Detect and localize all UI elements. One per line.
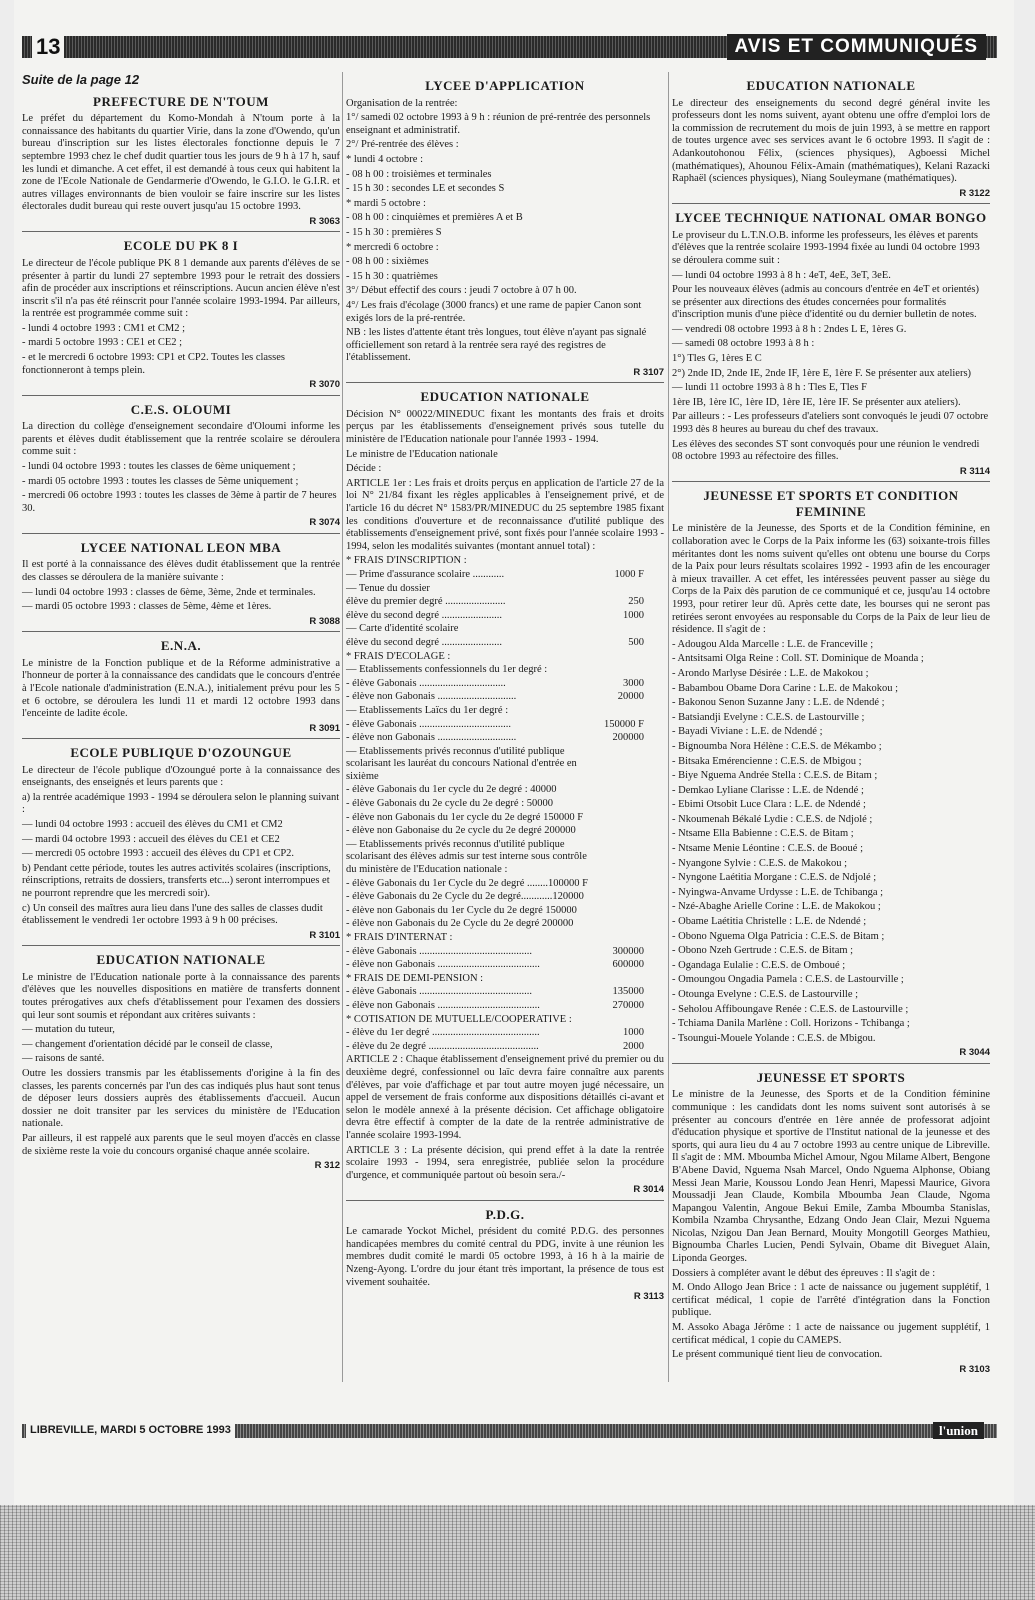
list-item: * mercredi 6 octobre : bbox=[346, 241, 439, 253]
fee-label: élève du second degré ....................... bbox=[346, 636, 502, 648]
list-item: c) Un conseil des maîtres aura lieu dans l'une des salles de classes dudit établissement le vendredi 1er octobre 1993 à 9 h 00 précises. bbox=[22, 902, 323, 927]
name-item: - Nyngone Laétitia Morgane : C.E.S. de Ndjolé ; bbox=[672, 872, 877, 884]
fee-value: 600000 bbox=[612, 959, 644, 971]
fee-value bbox=[592, 555, 664, 568]
list-item: Pour les nouveaux élèves (admis au concours d'entrée en 4eT et orientés) se présenter aux directions des études concernées pour formalités d'inscription munis d'une pièce d'identité ou du dernier bulletin de notes. bbox=[672, 284, 979, 321]
fee-value: 135000 bbox=[612, 986, 644, 998]
fee-label: — Etablissements confessionnels du 1er degré : bbox=[346, 664, 548, 676]
list-item: Par ailleurs : - Les professeurs d'ateliers sont convoqués le jeudi 07 octobre 1993 dès 8 heures au bureau du chef des travaux. bbox=[672, 411, 989, 436]
notice-text: ARTICLE 2 : Chaque établissement d'enseignement privé du premier ou du deuxième degré, confessionnel ou laïc devra faire connaître aux parents d'élèves, par voie d'affichage et par tout autre moyen jugé nécessaire, un appel de versement de frais conforme aux dispositions détaillés ci-avant et selon le modèle annexé à la présente décision. Cet affichage obligatoire devra être effectif à compter de la date de la rentrée administrative de l'année scolaire 1993-1994. bbox=[346, 1054, 664, 1141]
notice-ref: R 3114 bbox=[959, 465, 990, 477]
fee-row bbox=[346, 959, 664, 972]
notice-title: PREFECTURE DE N'TOUM bbox=[93, 93, 269, 109]
fee-row bbox=[346, 732, 664, 745]
notice-text: M. Assoko Abaga Jérôme : 1 acte de naissance ou jugement supplétif, 1 certificat médical, 1 copie du CAMEPS. bbox=[672, 1322, 990, 1346]
notice-text: M. Ondo Allogo Jean Brice : 1 acte de naissance ou jugement supplétif, 1 certificat médical, 1 copie de l'arrêté d'intégration dans la Fonction publique. bbox=[672, 1282, 990, 1319]
fee-label: — Etablissements privés reconnus d'utilité publique scolarisant les lauréat du concours National d'entrée en sixième bbox=[346, 745, 577, 782]
list-item: — lundi 04 octobre 1993 : classes de 6ème, 3ème, 2nde et terminales. bbox=[22, 586, 316, 598]
divider bbox=[346, 382, 664, 383]
fee-row bbox=[346, 812, 664, 825]
fee-row bbox=[346, 569, 664, 582]
list-item: — vendredi 08 octobre 1993 à 8 h : 2ndes L E, 1ères G. bbox=[672, 323, 907, 335]
fee-label: — Tenue du dossier bbox=[346, 582, 430, 594]
fee-value: 200000 bbox=[612, 732, 644, 744]
list-item: 2°/ Pré-rentrée des élèves : bbox=[346, 139, 459, 151]
fee-label: - élève du 2e degré .......................................... bbox=[346, 1040, 539, 1052]
fee-label: - élève Gabonais ................................... bbox=[346, 718, 512, 730]
list-item: — mardi 05 octobre 1993 : classes de 5ème, 4ème et 1ères. bbox=[22, 601, 272, 613]
newspaper-page bbox=[14, 0, 1014, 1600]
list-item: 1ère IB, 1ère IC, 1ère ID, 1ère IE, 1ère IF. Se présenter aux ateliers). bbox=[672, 396, 961, 408]
notice-text: ARTICLE 3 : La présente décision, qui prend effet à la date la rentrée scolaire 1993 - 1994, sera enregistrée, publiée selon la procédure d'urgence, et communiquée partout où besoin sera./- bbox=[346, 1144, 664, 1181]
name-item: - Antsitsami Olga Reine : Coll. ST. Dominique de Moanda ; bbox=[672, 653, 924, 665]
notice-line: Le ministre de l'Education nationale bbox=[346, 448, 498, 460]
notice-ref: R 3044 bbox=[959, 1047, 990, 1059]
notice-ref: R 3088 bbox=[309, 615, 340, 627]
fee-row bbox=[346, 825, 664, 838]
notice-text: Le directeur de l'école publique PK 8 1 demande aux parents d'élèves de se présenter à partir du lundi 27 septembre 1993 pour le retrait des dossiers afin de procéder aux inscriptions et réinscriptions. Aucun ancien élève n'est inscrit s'il n'a pas été réinscrit pour l'année scolaire 1993-1994. Par ailleurs, la rentrée est programmée comme suit : bbox=[22, 257, 340, 320]
column-3 bbox=[672, 72, 990, 1375]
notice-title: C.E.S. OLOUMI bbox=[130, 401, 232, 417]
footer-date: LIBREVILLE, MARDI 5 OCTOBRE 1993 bbox=[26, 1422, 235, 1439]
fee-value bbox=[592, 973, 664, 986]
fee-label: — Etablissements privés reconnus d'utilité publique scolarisant des élèves admis sur test interne sous contrôle du ministère de l'Education nationale : bbox=[346, 838, 587, 876]
notice-title: ECOLE PUBLIQUE D'OZOUNGUE bbox=[70, 745, 292, 761]
fee-label: * FRAIS D'ECOLAGE : bbox=[346, 650, 451, 662]
fee-label: - élève Gabonais ................................. bbox=[346, 677, 506, 689]
name-item: - Tsoungui-Mouele Yolande : C.E.S. de Mbigou. bbox=[672, 1032, 876, 1044]
notice-list bbox=[672, 230, 990, 464]
list-item: - 08 h 00 : sixièmes bbox=[346, 256, 429, 268]
notice-ref: R 3101 bbox=[309, 929, 340, 941]
notice-ref: R 3107 bbox=[633, 366, 664, 378]
notice-text: Dossiers à compléter avant le début des épreuves : Il s'agit de : bbox=[672, 1267, 936, 1279]
notice-ref: R 3113 bbox=[633, 1291, 664, 1303]
fee-label: — Etablissements Laïcs du 1er degré : bbox=[346, 704, 509, 716]
divider bbox=[346, 1200, 664, 1201]
fee-label: - élève Gabonais du 2e cycle du 2e degré : 50000 bbox=[346, 798, 554, 810]
notice-text: Le directeur de l'école publique d'Ozoungué porte à la connaissance des enseignants, des enseignés et leurs parents que : bbox=[22, 764, 340, 789]
name-item: - Bakonou Senon Suzanne Jany : L.E. de Ndendé ; bbox=[672, 697, 885, 709]
fee-label: - élève non Gabonais .............................. bbox=[346, 691, 517, 703]
fee-value bbox=[592, 918, 664, 931]
fee-label: — Prime d'assurance scolaire ............ bbox=[346, 568, 505, 580]
fee-row bbox=[346, 664, 664, 677]
column-2 bbox=[346, 72, 664, 1303]
notice-ref: R 3014 bbox=[633, 1184, 664, 1196]
fee-row bbox=[346, 610, 664, 623]
fee-value bbox=[592, 878, 664, 891]
list-item: - mardi 5 octobre 1993 : CE1 et CE2 ; bbox=[22, 337, 183, 349]
list-item: Les élèves des secondes ST sont convoqués pour une réunion le vendredi 08 octobre 1993 au réfectoire des filles. bbox=[672, 438, 980, 463]
fee-value bbox=[592, 798, 664, 811]
fee-row bbox=[346, 784, 664, 797]
name-item: - Obono Nzeh Gertrude : C.E.S. de Bitam ; bbox=[672, 945, 854, 957]
fee-row bbox=[346, 986, 664, 999]
notice-title: EDUCATION NATIONALE bbox=[420, 389, 590, 405]
name-item: - Arondo Marlyse Désirée : L.E. de Makokou ; bbox=[672, 667, 869, 679]
notice-text: Le directeur des enseignements du second degré général invite les professeurs dont les noms suivent, ayant obtenu une offre d'emploi lors de la commission de recrutement du mois de juin 1993, à se mettre en rapport de toutes urgence avec ses services avant le 6 octobre 1993. Il s'agit de : Adankoutohonou Félix, (sciences physiques), Agboessi Michel (mathématiques), Ahounou Félix-Amain (mathématiques), Kelani Razacki Raphaël (sciences physiques), Niang Souleymane (mathématiques). bbox=[672, 97, 990, 185]
list-item: * lundi 4 octobre : bbox=[346, 153, 423, 165]
fee-row bbox=[346, 555, 664, 568]
list-item: - et le mercredi 6 octobre 1993: CP1 et CP2. Toutes les classes fonctionneront à temps plein. bbox=[22, 352, 285, 376]
fee-value bbox=[592, 664, 664, 677]
fee-value: 3000 bbox=[623, 677, 644, 689]
fee-row bbox=[346, 1000, 664, 1013]
fee-row bbox=[346, 623, 664, 636]
fee-label: - élève non Gabonais ....................................... bbox=[346, 999, 540, 1011]
continued-from: Suite de la page 12 bbox=[22, 72, 140, 87]
fee-label: élève du second degré ....................... bbox=[346, 609, 502, 621]
notice-ref: R 3091 bbox=[309, 722, 340, 734]
fee-value: 20000 bbox=[617, 691, 644, 703]
divider bbox=[672, 203, 990, 204]
divider bbox=[672, 1063, 990, 1064]
notice-title: LYCEE D'APPLICATION bbox=[425, 78, 585, 93]
fee-value bbox=[592, 812, 664, 825]
fee-label: - élève non Gabonais ....................................... bbox=[346, 959, 540, 971]
notice-ref: R 3122 bbox=[959, 187, 990, 199]
list-item: — mutation du tuteur, bbox=[22, 1024, 115, 1036]
name-item: - Nyangone Sylvie : C.E.S. de Makokou ; bbox=[672, 857, 847, 869]
list-item: 1°) Tles G, 1ères E C bbox=[672, 353, 762, 365]
fee-value bbox=[592, 651, 664, 664]
fee-value bbox=[592, 891, 664, 904]
notice-text: Le présent communiqué tient lieu de convocation. bbox=[672, 1349, 883, 1361]
names-list bbox=[672, 639, 990, 1046]
list-item: NB : les listes d'attente étant très longues, tout élève n'ayant pas signalé officiellement son retard à la rentrée sera rayé des registres de l'établissement. bbox=[346, 327, 647, 364]
fee-row bbox=[346, 932, 664, 945]
list-item: Organisation de la rentrée: bbox=[346, 97, 458, 109]
name-item: - Biye Nguema Andrée Stella : C.E.S. de Bitam ; bbox=[672, 770, 878, 782]
list-item: 1°/ samedi 02 octobre 1993 à 9 h : réunion de pré-rentrée des personnels enseignant et administratif. bbox=[346, 112, 651, 136]
fee-value: 500 bbox=[628, 636, 644, 648]
notice-text: Décision N° 00022/MINEDUC fixant les montants des frais et droits perçus par les établissements d'enseignement privés sous tutelle du ministère de l'Education nationale pour l'année 1993 - 1994. bbox=[346, 408, 664, 446]
name-item: - Nkoumenah Békalé Lydie : C.E.S. de Ndjolé ; bbox=[672, 813, 873, 825]
name-item: - Omoungou Ongadia Pamela : C.E.S. de Lastourville ; bbox=[672, 974, 904, 986]
fee-label: * FRAIS D'INTERNAT : bbox=[346, 932, 453, 944]
fee-row bbox=[346, 596, 664, 609]
notice-line: Décide : bbox=[346, 463, 382, 475]
fee-row bbox=[346, 1014, 664, 1027]
column-divider bbox=[668, 72, 669, 1382]
fee-value: 2000 bbox=[623, 1040, 644, 1052]
fee-value: 1000 bbox=[623, 1027, 644, 1039]
name-item: - Bignoumba Nora Hélène : C.E.S. de Mékambo ; bbox=[672, 740, 882, 752]
notice-text: Le ministre de la Jeunesse, des Sports et de la Condition féminine communique : les candidats dont les noms suivent sont autorisés à se présenter au concours d'entrée en 1ère année de professorat adjoint d'éducation physique et sportive de l'Institut national de la jeunesse et des sports, qui aura lieu du 4 au 7 octobre 1993 au centre unique de Libreville. Il s'agit de : MM. Mboumba Michel Amour, Ngou Milame Albert, Bengone B'Abene David, Nguema Nsah Marcel, Ondo Nguema Alphonse, Obiang Messi Jean Marie, Koussou Londo Jean Henri, Mapessi Maurice, Givora Moussadji Jean Claude, Kombila Mboumba Jean Claude, Ngoma Mapangou Valentin, Angoue Bekui Emile, Zamba Mboumba Stanislas, Kombila Nzamba Chrysanthe, Edzang Ondo Jean Clair, Mezui Nguema Nicolas, Nzigou Dan Jean Bernard, Mouity Mongotill Georges Mathieu, Bignoumba Charles Lucien, Pendi Sylvain, Obame dit Biveguet Alain, Liponda Georges. bbox=[672, 1089, 990, 1265]
fee-label: - élève non Gabonais du 2e Cycle du 2e degré 200000 bbox=[346, 918, 574, 930]
fee-row bbox=[346, 973, 664, 986]
fee-label: * COTISATION DE MUTUELLE/COOPERATIVE : bbox=[346, 1013, 572, 1025]
list-item: - lundi 04 octobre 1993 : toutes les classes de 6ème uniquement ; bbox=[22, 461, 296, 473]
fees-table bbox=[346, 555, 664, 1053]
name-item: - Ogandaga Eulalie : C.E.S. de Omboué ; bbox=[672, 959, 846, 971]
notice-title: JEUNESSE ET SPORTS bbox=[756, 1069, 906, 1085]
fee-value bbox=[592, 825, 664, 838]
fee-row bbox=[346, 678, 664, 691]
name-item: - Obame Laétitia Christelle : L.E. de Ndendé ; bbox=[672, 916, 867, 928]
notice-title: JEUNESSE ET SPORTS ET CONDITION FEMININE bbox=[703, 488, 959, 519]
fee-label: - élève non Gabonais du 1er cycle du 2e degré 150000 F bbox=[346, 811, 584, 823]
notice-ref: R 3070 bbox=[309, 379, 340, 391]
list-item: - 08 h 00 : troisièmes et terminales bbox=[346, 168, 492, 180]
notice-title: E.N.A. bbox=[160, 638, 202, 654]
notice-ref: R 312 bbox=[314, 1160, 340, 1172]
divider bbox=[22, 945, 340, 946]
list-item: — mercredi 05 octobre 1993 : accueil des élèves du CP1 et CP2. bbox=[22, 848, 295, 860]
fee-row bbox=[346, 691, 664, 704]
list-item: - 15 h 30 : secondes LE et secondes S bbox=[346, 183, 505, 195]
fee-row bbox=[346, 891, 664, 904]
divider bbox=[22, 631, 340, 632]
name-item: - Bayadi Viviane : L.E. de Ndendé ; bbox=[672, 726, 823, 738]
notice-text: Le camarade Yockot Michel, président du comité P.D.G. des personnes handicapées membres du comité central du PDG, invite à une réunion les membres dudit comité le mardi 05 octobre 1993, à 16 h à la mairie de Nzeng-Ayong. L'ordre du jour étant très important, la présence de tous est vivement souhaitée. bbox=[346, 1226, 664, 1288]
name-item: - Ntsame Ella Babienne : C.E.S. de Bitam ; bbox=[672, 828, 854, 840]
list-item: Le proviseur du L.T.N.O.B. informe les professeurs, les élèves et parents d'élèves que la rentrée scolaire 1993-1994 fixée au lundi 04 octobre 1993 se déroulera comme suit : bbox=[672, 229, 980, 266]
list-item: — mardi 04 octobre 1993 : accueil des élèves du CE1 et CE2 bbox=[22, 833, 280, 845]
fee-value bbox=[592, 905, 664, 918]
list-item: 3°/ Début effectif des cours : jeudi 7 octobre à 07 h 00. bbox=[346, 285, 577, 297]
fee-label: - élève Gabonais du 1er cycle du 2e degré : 40000 bbox=[346, 784, 557, 796]
fee-label: - élève Gabonais du 2e Cycle du 2e degré............120000 bbox=[346, 891, 584, 903]
fee-value: 150000 F bbox=[604, 718, 644, 730]
fee-row bbox=[346, 583, 664, 596]
fee-value bbox=[592, 623, 664, 636]
name-item: - Adougou Alda Marcelle : L.E. de Franceville ; bbox=[672, 638, 874, 650]
fee-label: - élève Gabonais du 1er Cycle du 2e degré ........100000 F bbox=[346, 877, 589, 889]
list-item: 2°) 2nde ID, 2nde IE, 2nde IF, 1ère E, 1ère F. Se présenter aux ateliers) bbox=[672, 367, 972, 379]
notice-title: ECOLE DU PK 8 I bbox=[123, 238, 239, 254]
fee-label: - élève Gabonais ........................................... bbox=[346, 945, 533, 957]
list-item: — raisons de santé. bbox=[22, 1053, 105, 1065]
scan-noise bbox=[0, 1505, 1035, 1600]
divider bbox=[22, 231, 340, 232]
fee-row bbox=[346, 637, 664, 650]
notice-ref: R 3074 bbox=[309, 517, 340, 529]
notice-list bbox=[346, 98, 664, 365]
fee-value bbox=[592, 746, 664, 784]
list-item: a) la rentrée académique 1993 - 1994 se déroulera selon le planning suivant : bbox=[22, 791, 340, 816]
fee-value: 270000 bbox=[612, 999, 644, 1011]
list-item: 4°/ Les frais d'écolage (3000 francs) et une rame de papier Canon sont exigés lors de la pré-rentrée. bbox=[346, 299, 642, 324]
fee-value bbox=[592, 932, 664, 945]
fee-label: — Carte d'identité scolaire bbox=[346, 623, 459, 635]
fee-row bbox=[346, 798, 664, 811]
fee-row bbox=[346, 746, 664, 784]
notice-ref: R 3063 bbox=[309, 215, 340, 227]
divider bbox=[22, 533, 340, 534]
name-item: - Ebimi Otsobit Luce Clara : L.E. de Ndendé ; bbox=[672, 799, 866, 811]
name-item: - Bitsaka Emérencienne : C.E.S. de Mbigou ; bbox=[672, 755, 862, 767]
fee-row bbox=[346, 918, 664, 931]
fee-value bbox=[592, 705, 664, 718]
list-item: b) Pendant cette période, toutes les autres activités scolaires (inscriptions, réinscriptions, retraits de dossiers, transferts etc...) seront interrompues et ne pourront reprendre que les mercredi soir). bbox=[22, 862, 331, 900]
divider bbox=[22, 738, 340, 739]
fee-row bbox=[346, 1027, 664, 1040]
column-1 bbox=[22, 72, 340, 1172]
name-item: - Ntsame Menie Léontine : C.E.S. de Booué ; bbox=[672, 843, 864, 855]
fee-row bbox=[346, 905, 664, 918]
notice-text: Le ministère de la Jeunesse, des Sports et de la Condition féminine, en collaboration avec le Corps de la Paix informe les (63) soixante-trois filles méritantes dont les noms suivent qu'elles ont obtenu une bourse du Corps de la Paix pour leurs résultats scolaires 1992 - 1993 afin de les encourager à mieux travailler. A cet effet, les intéressées peuvent passer au siège du Corps de la Paix dès parution de ce communiqué et ce, jusqu'au 14 octobre 1993, pour retirer leur dû. Après cette date, les bourses qui ne seront pas retirées seront envoyées au responsable du Corps de la Paix de leur lieu de résidence. Il s'agit de : bbox=[672, 523, 990, 636]
list-item: — samedi 08 octobre 1993 à 8 h : bbox=[672, 338, 815, 350]
name-item: - Demkao Lyliane Clarisse : L.E. de Ndendé ; bbox=[672, 784, 864, 796]
notice-title: LYCEE TECHNIQUE NATIONAL OMAR BONGO bbox=[675, 210, 987, 226]
notice-text: La direction du collège d'enseignement secondaire d'Oloumi informe les parents et élèves dudit établissement que la rentrée scolaire se déroulera comme suit : bbox=[22, 421, 340, 458]
notice-text: Il est porté à la connaissance des élèves dudit établissement que la rentrée des classes se déroulera de la manière suivante : bbox=[22, 559, 340, 583]
list-item: — lundi 04 octobre 1993 : accueil des élèves du CM1 et CM2 bbox=[22, 819, 283, 831]
name-item: - Seholou Affibounga​ve Renée : C.E.S. de Lastourville ; bbox=[672, 1003, 909, 1015]
fee-row bbox=[346, 651, 664, 664]
list-item: * mardi 5 octobre : bbox=[346, 197, 426, 209]
notice-title: EDUCATION NATIONALE bbox=[96, 952, 266, 968]
notice-text: Le ministre de l'Education nationale porte à la connaissance des parents d'élèves que les nouvelles dispositions en matière de transferts donnent toutes prérogatives aux chefs d'établissement pour l'examen des dossiers qui leur sont soumis et répondant aux critères suivants : bbox=[22, 971, 340, 1021]
list-item: - 08 h 00 : cinquièmes et premières A et B bbox=[346, 212, 523, 224]
notice-text: Par ailleurs, il est rappelé aux parents que le seul moyen d'accès en classe de sixième reste la voie du concours organisé chaque année scolaire. bbox=[22, 1132, 340, 1157]
fee-label: - élève non Gabonaise du 2e cycle du 2e degré 200000 bbox=[346, 825, 576, 837]
fee-row bbox=[346, 719, 664, 732]
fee-label: élève du premier degré ....................... bbox=[346, 596, 506, 608]
name-item: - Nzé-Abaghe Arielle Corine : L.E. de Makokou ; bbox=[672, 901, 881, 913]
fee-row bbox=[346, 878, 664, 891]
list-item: - 15 h 30 : premières S bbox=[346, 226, 442, 238]
list-item: - mardi 05 octobre 1993 : toutes les classes de 5ème uniquement ; bbox=[22, 475, 299, 487]
divider bbox=[672, 481, 990, 482]
fee-label: - élève non Gabonais du 1er Cycle du 2e degré 150000 bbox=[346, 904, 577, 916]
list-item: — lundi 11 octobre 1993 à 8 h : Tles E, Tles F bbox=[672, 382, 867, 394]
list-item: - lundi 4 octobre 1993 : CM1 et CM2 ; bbox=[22, 322, 186, 334]
notice-title: EDUCATION NATIONALE bbox=[746, 78, 916, 93]
notice-title: P.D.G. bbox=[485, 1206, 525, 1222]
notice-title: LYCEE NATIONAL LEON MBA bbox=[80, 539, 282, 555]
column-divider bbox=[342, 72, 343, 1382]
fee-value: 250 bbox=[628, 596, 644, 608]
name-item: - Obono Nguema Olga Patricia : C.E.S. de Bitam ; bbox=[672, 930, 885, 942]
fee-value bbox=[592, 1014, 664, 1027]
notice-text: Le ministre de la Fonction publique et de la Réforme administrative a l'honneur de porter à la connaissance des candidats que le concours d'entrée à l'Ecole nationale d'administration (E.N.A.), initialement prévu pour les 5 et 6 octobre, se déroulera les lundi 11 et mardi 12 octobre 1993 dans l'enceinte de ladite école. bbox=[22, 657, 340, 720]
fee-value: 1000 bbox=[623, 609, 644, 621]
notice-text: Outre les dossiers transmis par les établissements d'origine à la fin des classes, les parents concernés par l'un des cas indiqués plus haut sont tenus de déposer leurs dossiers auprès des établissements d'accueil. Aucun dossier ne doit transiter par les services du ministère de l'Education nationale. bbox=[22, 1067, 340, 1130]
fee-value: 1000 F bbox=[614, 568, 644, 580]
fee-label: - élève non Gabonais .............................. bbox=[346, 732, 517, 744]
name-item: - Otounga Evelyne : C.E.S. de Lastourville ; bbox=[672, 989, 859, 1000]
divider bbox=[22, 395, 340, 396]
list-item: — lundi 04 octobre 1993 à 8 h : 4eT, 4eE, 3eT, 3eE. bbox=[672, 269, 891, 281]
fee-row bbox=[346, 839, 664, 877]
page-number: 13 bbox=[32, 34, 64, 60]
fee-label: - élève Gabonais ........................................... bbox=[346, 986, 533, 998]
notice-text: ARTICLE 1er : Les frais et droits perçus en application de l'article 27 de la loi N° 21/84 fixant les règles applicables à l'enseignement privé, et de l'article 16 du décret N° 1583/PR/MINEDUC du 25 septembre 1985 fixant les conditions d'ouverture et de reconnaissance d'utilité publique des établissements d'enseignement privé, sont fixés pour l'année scolaire 1993 - 1994, selon les modalités suivantes (montant annuel total) : bbox=[346, 477, 664, 552]
newspaper-logo: l'union bbox=[933, 1422, 984, 1439]
fee-label: - élève du 1er degré ......................................... bbox=[346, 1027, 540, 1039]
fee-value bbox=[592, 784, 664, 797]
name-item: - Tchiama Danila Marlène : Coll. Horizons - Tchibanga ; bbox=[672, 1018, 910, 1030]
fee-value bbox=[592, 583, 664, 596]
fee-row bbox=[346, 946, 664, 959]
fee-value: 300000 bbox=[612, 945, 644, 957]
fee-row bbox=[346, 705, 664, 718]
list-item: — changement d'orientation décidé par le conseil de classe, bbox=[22, 1038, 273, 1050]
section-title: AVIS ET COMMUNIQUÉS bbox=[727, 34, 987, 60]
name-item: - Babambou Obame Dora Carine : L.E. de Makokou ; bbox=[672, 682, 898, 694]
fee-row bbox=[346, 1041, 664, 1054]
notice-ref: R 3103 bbox=[959, 1363, 990, 1375]
fee-label: * FRAIS DE DEMI-PENSION : bbox=[346, 972, 484, 984]
notice-text: Le préfet du département du Komo-Mondah à N'toum porte à la connaissance des habitants du quartier Virie, dans la zone d'Owendo, qu'un bureau d'inscription sur les listes électorales fonctionne depuis le 7 septembre 1993 chez le chef dudit quartier tous les jours de 9 h à 17 h, sauf les lundi et dimanche. A cet effet, il est demandé à tous ceux qui habitent la zone de l'Ecole Nationale de Gendarmerie d'Owendo, le G.I.O. le G.I.R. et autres villages environnants de bien vouloir se faire inscrire sur les listes électorales dudit bureau qui reste ouvert jusqu'au 15 octobre 1993. bbox=[22, 113, 340, 213]
fee-label: * FRAIS D'INSCRIPTION : bbox=[346, 555, 467, 567]
name-item: - Nyingwa-Anvame Urdysse : L.E. de Tchibanga ; bbox=[672, 886, 884, 898]
list-item: - 15 h 30 : quatrièmes bbox=[346, 270, 438, 282]
list-item: - mercredi 06 octobre 1993 : toutes les classes de 3ème à partir de 7 heures 30. bbox=[22, 490, 337, 514]
name-item: - Batsiandji Evelyne : C.E.S. de Lastourville ; bbox=[672, 711, 865, 723]
fee-value bbox=[592, 839, 664, 877]
